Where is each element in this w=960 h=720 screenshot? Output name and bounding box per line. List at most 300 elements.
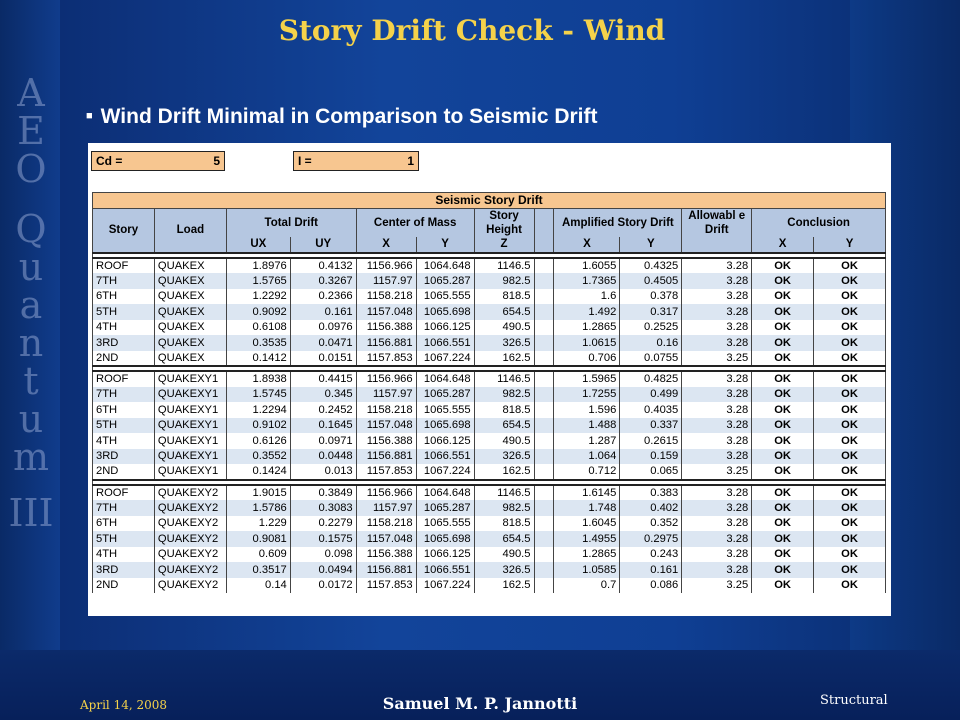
- table-cell: 3.28: [682, 418, 752, 434]
- table-cell: 4TH: [93, 433, 155, 449]
- table-cell: 4TH: [93, 320, 155, 336]
- table-cell: OK: [752, 320, 814, 336]
- table-row: [93, 547, 886, 563]
- table-row: [93, 273, 886, 289]
- spacer-cell: [534, 402, 554, 418]
- table-cell: OK: [814, 304, 886, 320]
- table-cell: 0.4132: [290, 258, 356, 274]
- i-value: 1: [407, 154, 414, 168]
- table-cell: OK: [814, 320, 886, 336]
- spreadsheet-image: [88, 143, 891, 616]
- subheader-amp-y: Y: [620, 237, 682, 253]
- table-cell: OK: [752, 402, 814, 418]
- logo-letter: Q: [15, 207, 47, 251]
- table-cell: 3.28: [682, 485, 752, 501]
- table-cell: ROOF: [93, 371, 155, 387]
- spacer-cell: [534, 387, 554, 403]
- table-cell: QUAKEXY2: [154, 547, 226, 563]
- table-cell: 3.28: [682, 258, 752, 274]
- slide-title: Story Drift Check - Wind: [278, 14, 666, 47]
- table-cell: 1157.853: [356, 578, 416, 594]
- table-cell: 1066.125: [416, 320, 474, 336]
- table-cell: 1.6145: [554, 485, 620, 501]
- table-cell: 0.0971: [290, 433, 356, 449]
- table-cell: 3.28: [682, 500, 752, 516]
- table-cell: 3.28: [682, 304, 752, 320]
- table-cell: 0.378: [620, 289, 682, 305]
- table-cell: 654.5: [474, 304, 534, 320]
- subheader-allowable: [682, 237, 752, 253]
- table-row: [93, 578, 886, 594]
- header-spacer: [534, 208, 554, 253]
- table-cell: 1158.218: [356, 289, 416, 305]
- spacer-cell: [534, 547, 554, 563]
- table-cell: 1.748: [554, 500, 620, 516]
- header-total-drift: Total Drift: [226, 208, 356, 237]
- table-cell: 1.4955: [554, 531, 620, 547]
- table-cell: OK: [752, 335, 814, 351]
- table-cell: 1.2865: [554, 547, 620, 563]
- table-cell: 982.5: [474, 500, 534, 516]
- table-cell: 0.9081: [226, 531, 290, 547]
- table-cell: OK: [752, 433, 814, 449]
- spacer-cell: [534, 273, 554, 289]
- subheader-z: Z: [474, 237, 534, 253]
- table-cell: 1064.648: [416, 485, 474, 501]
- table-cell: 1.5745: [226, 387, 290, 403]
- table-cell: QUAKEXY2: [154, 531, 226, 547]
- table-cell: 1146.5: [474, 485, 534, 501]
- table-cell: QUAKEXY1: [154, 464, 226, 480]
- table-cell: 1065.698: [416, 418, 474, 434]
- table-cell: 1.5786: [226, 500, 290, 516]
- table-cell: OK: [752, 485, 814, 501]
- logo-letter: u: [18, 245, 44, 289]
- table-cell: 0.2279: [290, 516, 356, 532]
- logo-letter: III: [8, 491, 54, 535]
- table-cell: 3.25: [682, 578, 752, 594]
- table-cell: OK: [814, 433, 886, 449]
- table-cell: 1.488: [554, 418, 620, 434]
- table-cell: 0.0448: [290, 449, 356, 465]
- table-cell: 1158.218: [356, 402, 416, 418]
- table-cell: 1156.881: [356, 449, 416, 465]
- table-row: [93, 402, 886, 418]
- table-cell: 654.5: [474, 531, 534, 547]
- spacer-cell: [534, 500, 554, 516]
- table-cell: 1.596: [554, 402, 620, 418]
- table-cell: 0.383: [620, 485, 682, 501]
- table-cell: OK: [752, 464, 814, 480]
- table-cell: 818.5: [474, 289, 534, 305]
- table-cell: 1065.555: [416, 289, 474, 305]
- table-row: [93, 371, 886, 387]
- table-cell: 0.6108: [226, 320, 290, 336]
- table-banner: Seismic Story Drift: [93, 193, 886, 209]
- table-cell: 1066.551: [416, 335, 474, 351]
- table-cell: 3.28: [682, 531, 752, 547]
- table-cell: 2ND: [93, 464, 155, 480]
- table-cell: OK: [752, 289, 814, 305]
- table-cell: 0.0151: [290, 351, 356, 367]
- table-cell: 0.337: [620, 418, 682, 434]
- table-cell: OK: [814, 351, 886, 367]
- table-cell: QUAKEX: [154, 289, 226, 305]
- cd-label: Cd =: [96, 154, 123, 168]
- table-cell: OK: [752, 273, 814, 289]
- spacer-cell: [534, 449, 554, 465]
- table-cell: 1156.388: [356, 547, 416, 563]
- table-cell: OK: [814, 258, 886, 274]
- table-cell: 1.5765: [226, 273, 290, 289]
- spacer-cell: [534, 433, 554, 449]
- table-cell: 1.2865: [554, 320, 620, 336]
- table-cell: OK: [814, 402, 886, 418]
- table-cell: 162.5: [474, 464, 534, 480]
- spacer-cell: [534, 562, 554, 578]
- spacer-cell: [534, 320, 554, 336]
- table-cell: 0.345: [290, 387, 356, 403]
- table-cell: 0.3849: [290, 485, 356, 501]
- subheader-ux: UX: [226, 237, 290, 253]
- table-cell: OK: [752, 578, 814, 594]
- table-cell: QUAKEX: [154, 304, 226, 320]
- logo-letter: t: [23, 359, 39, 403]
- table-cell: 1065.287: [416, 387, 474, 403]
- table-cell: 0.1412: [226, 351, 290, 367]
- spacer-cell: [534, 335, 554, 351]
- table-cell: 1156.881: [356, 335, 416, 351]
- table-cell: 1156.966: [356, 485, 416, 501]
- table-cell: 1.7365: [554, 273, 620, 289]
- table-cell: 0.0976: [290, 320, 356, 336]
- table-body: [93, 253, 886, 594]
- table-cell: QUAKEXY2: [154, 485, 226, 501]
- table-cell: 0.3083: [290, 500, 356, 516]
- table-cell: 1.064: [554, 449, 620, 465]
- table-cell: OK: [752, 387, 814, 403]
- table-cell: 2ND: [93, 351, 155, 367]
- spacer-cell: [534, 485, 554, 501]
- cd-value: 5: [213, 154, 220, 168]
- table-cell: QUAKEXY2: [154, 500, 226, 516]
- table-row: [93, 516, 886, 532]
- table-cell: 3.28: [682, 402, 752, 418]
- table-cell: 1067.224: [416, 578, 474, 594]
- table-cell: 7TH: [93, 500, 155, 516]
- table-cell: 0.2975: [620, 531, 682, 547]
- table-cell: 3.28: [682, 335, 752, 351]
- table-cell: 1157.853: [356, 351, 416, 367]
- table-cell: 0.161: [290, 304, 356, 320]
- table-row: [93, 304, 886, 320]
- table-cell: 4TH: [93, 547, 155, 563]
- table-cell: 162.5: [474, 351, 534, 367]
- table-cell: 0.6126: [226, 433, 290, 449]
- table-cell: 3RD: [93, 335, 155, 351]
- table-cell: 1157.97: [356, 273, 416, 289]
- table-cell: ROOF: [93, 485, 155, 501]
- table-row: [93, 320, 886, 336]
- table-cell: OK: [752, 547, 814, 563]
- table-cell: 1.229: [226, 516, 290, 532]
- table-cell: 0.3552: [226, 449, 290, 465]
- table-row: [93, 418, 886, 434]
- table-cell: 1157.048: [356, 304, 416, 320]
- table-cell: 0.2366: [290, 289, 356, 305]
- table-cell: 0.1424: [226, 464, 290, 480]
- subheader-concl-x: X: [752, 237, 814, 253]
- table-cell: 1064.648: [416, 371, 474, 387]
- table-cell: 1067.224: [416, 464, 474, 480]
- table-cell: 0.0494: [290, 562, 356, 578]
- spacer-cell: [534, 418, 554, 434]
- table-cell: 982.5: [474, 387, 534, 403]
- table-row: [93, 335, 886, 351]
- table-cell: 1065.555: [416, 402, 474, 418]
- table-cell: QUAKEX: [154, 258, 226, 274]
- header-story-height: Story Height: [474, 208, 534, 237]
- table-cell: 0.4035: [620, 402, 682, 418]
- table-cell: 326.5: [474, 562, 534, 578]
- table-cell: 1.492: [554, 304, 620, 320]
- table-cell: 490.5: [474, 433, 534, 449]
- table-cell: OK: [814, 516, 886, 532]
- table-cell: 1.0615: [554, 335, 620, 351]
- table-cell: OK: [752, 449, 814, 465]
- table-cell: QUAKEX: [154, 273, 226, 289]
- table-cell: OK: [814, 289, 886, 305]
- table-cell: 326.5: [474, 449, 534, 465]
- table-cell: 1.9015: [226, 485, 290, 501]
- subheader-y: Y: [416, 237, 474, 253]
- table-cell: 3.28: [682, 449, 752, 465]
- aeo-quantum-logo: [6, 71, 56, 535]
- table-cell: 0.086: [620, 578, 682, 594]
- subheader-uy: UY: [290, 237, 356, 253]
- header-center-of-mass: Center of Mass: [356, 208, 474, 237]
- table-cell: 0.2615: [620, 433, 682, 449]
- table-cell: 1066.125: [416, 547, 474, 563]
- spacer-cell: [534, 258, 554, 274]
- table-cell: 3.28: [682, 562, 752, 578]
- table-cell: 3.28: [682, 273, 752, 289]
- table-cell: 6TH: [93, 516, 155, 532]
- table-cell: QUAKEXY1: [154, 371, 226, 387]
- table-row: [93, 464, 886, 480]
- table-cell: 0.609: [226, 547, 290, 563]
- spacer-cell: [534, 289, 554, 305]
- i-label: I =: [298, 154, 312, 168]
- spacer-cell: [534, 464, 554, 480]
- table-row: [93, 500, 886, 516]
- table-cell: QUAKEX: [154, 320, 226, 336]
- footer-date: April 14, 2008: [80, 698, 168, 712]
- table-cell: 1.2292: [226, 289, 290, 305]
- table-cell: 1157.97: [356, 500, 416, 516]
- table-cell: 654.5: [474, 418, 534, 434]
- table-cell: 1065.555: [416, 516, 474, 532]
- table-cell: 0.317: [620, 304, 682, 320]
- table-cell: 490.5: [474, 547, 534, 563]
- table-cell: 0.9102: [226, 418, 290, 434]
- table-cell: 162.5: [474, 578, 534, 594]
- table-cell: 0.1645: [290, 418, 356, 434]
- table-cell: OK: [752, 371, 814, 387]
- table-cell: 6TH: [93, 289, 155, 305]
- table-cell: 0.14: [226, 578, 290, 594]
- logo-letter: n: [18, 321, 44, 365]
- table-cell: OK: [752, 304, 814, 320]
- table-cell: 1065.698: [416, 531, 474, 547]
- table-cell: OK: [814, 418, 886, 434]
- table-cell: 0.2452: [290, 402, 356, 418]
- table-cell: QUAKEXY2: [154, 578, 226, 594]
- table-cell: 1.8938: [226, 371, 290, 387]
- spacer-cell: [534, 351, 554, 367]
- table-row: [93, 258, 886, 274]
- table-cell: 0.065: [620, 464, 682, 480]
- table-cell: 7TH: [93, 387, 155, 403]
- table-cell: 0.4825: [620, 371, 682, 387]
- table-cell: 0.706: [554, 351, 620, 367]
- footer-section: Structural: [820, 693, 888, 708]
- table-row: [93, 562, 886, 578]
- table-cell: 0.0471: [290, 335, 356, 351]
- table-cell: 3.28: [682, 516, 752, 532]
- table-cell: OK: [814, 578, 886, 594]
- spacer-cell: [534, 371, 554, 387]
- bullet-point: [86, 105, 598, 129]
- table-cell: 0.499: [620, 387, 682, 403]
- table-cell: 818.5: [474, 516, 534, 532]
- header-conclusion: Conclusion: [752, 208, 886, 237]
- table-cell: 3.28: [682, 387, 752, 403]
- table-cell: QUAKEXY2: [154, 562, 226, 578]
- table-cell: 3.28: [682, 289, 752, 305]
- i-parameter: [293, 151, 419, 171]
- table-cell: 1156.966: [356, 371, 416, 387]
- subheader-concl-y: Y: [814, 237, 886, 253]
- table-cell: 2ND: [93, 578, 155, 594]
- table-cell: 1.8976: [226, 258, 290, 274]
- logo-letter: u: [18, 397, 44, 441]
- header-amplified-drift: Amplified Story Drift: [554, 208, 682, 237]
- subheader-amp-x: X: [554, 237, 620, 253]
- table-cell: 1146.5: [474, 371, 534, 387]
- spacer-cell: [534, 531, 554, 547]
- header-story: Story: [93, 208, 155, 253]
- table-cell: 7TH: [93, 273, 155, 289]
- footer-author: Samuel M. P. Jannotti: [382, 694, 578, 713]
- logo-letter: m: [12, 435, 50, 479]
- table-cell: 0.16: [620, 335, 682, 351]
- table-cell: 0.3517: [226, 562, 290, 578]
- table-cell: 1065.698: [416, 304, 474, 320]
- table-cell: 1156.388: [356, 433, 416, 449]
- table-cell: 1066.125: [416, 433, 474, 449]
- table-cell: QUAKEXY1: [154, 402, 226, 418]
- table-cell: 1065.287: [416, 500, 474, 516]
- table-cell: 1064.648: [416, 258, 474, 274]
- table-cell: OK: [814, 387, 886, 403]
- table-cell: 0.712: [554, 464, 620, 480]
- table-cell: 1156.881: [356, 562, 416, 578]
- table-cell: QUAKEXY1: [154, 449, 226, 465]
- table-cell: 1156.388: [356, 320, 416, 336]
- table-cell: 5TH: [93, 418, 155, 434]
- table-row: [93, 449, 886, 465]
- table-cell: 1065.287: [416, 273, 474, 289]
- table-cell: OK: [752, 516, 814, 532]
- table-cell: 5TH: [93, 304, 155, 320]
- logo-letter: a: [19, 283, 43, 327]
- table-row: [93, 485, 886, 501]
- table-cell: ROOF: [93, 258, 155, 274]
- spacer-cell: [534, 516, 554, 532]
- table-cell: 326.5: [474, 335, 534, 351]
- table-cell: 1146.5: [474, 258, 534, 274]
- table-cell: 3RD: [93, 449, 155, 465]
- table-cell: 1157.048: [356, 531, 416, 547]
- table-cell: 1.6045: [554, 516, 620, 532]
- table-cell: 0.161: [620, 562, 682, 578]
- table-cell: OK: [814, 500, 886, 516]
- table-cell: QUAKEXY1: [154, 433, 226, 449]
- table-cell: 982.5: [474, 273, 534, 289]
- table-cell: 0.013: [290, 464, 356, 480]
- table-row: [93, 433, 886, 449]
- header-load: Load: [154, 208, 226, 253]
- spacer-cell: [534, 304, 554, 320]
- table-cell: 0.4415: [290, 371, 356, 387]
- table-cell: 1066.551: [416, 562, 474, 578]
- table-cell: QUAKEX: [154, 335, 226, 351]
- table-cell: OK: [814, 464, 886, 480]
- table-cell: OK: [814, 335, 886, 351]
- table-cell: OK: [814, 485, 886, 501]
- table-cell: OK: [752, 351, 814, 367]
- table-cell: OK: [814, 371, 886, 387]
- spacer-cell: [534, 578, 554, 594]
- table-cell: 490.5: [474, 320, 534, 336]
- table-row: [93, 289, 886, 305]
- table-cell: 0.402: [620, 500, 682, 516]
- table-cell: OK: [814, 531, 886, 547]
- table-cell: 1.5965: [554, 371, 620, 387]
- subheader-x: X: [356, 237, 416, 253]
- table-cell: OK: [752, 562, 814, 578]
- table-row: [93, 387, 886, 403]
- table-cell: 6TH: [93, 402, 155, 418]
- table-cell: 1.6: [554, 289, 620, 305]
- table-cell: 818.5: [474, 402, 534, 418]
- header-allowable-drift: Allowabl e Drift: [682, 208, 752, 237]
- table-cell: OK: [814, 273, 886, 289]
- table-cell: 1.7255: [554, 387, 620, 403]
- table-cell: 0.1575: [290, 531, 356, 547]
- table-row: [93, 351, 886, 367]
- table-cell: OK: [752, 500, 814, 516]
- table-cell: 3RD: [93, 562, 155, 578]
- table-cell: 1156.966: [356, 258, 416, 274]
- table-cell: 1067.224: [416, 351, 474, 367]
- table-cell: QUAKEX: [154, 351, 226, 367]
- bullet-square-icon: ■: [86, 110, 93, 122]
- table-cell: QUAKEXY2: [154, 516, 226, 532]
- table-cell: 0.3267: [290, 273, 356, 289]
- table-cell: 0.2525: [620, 320, 682, 336]
